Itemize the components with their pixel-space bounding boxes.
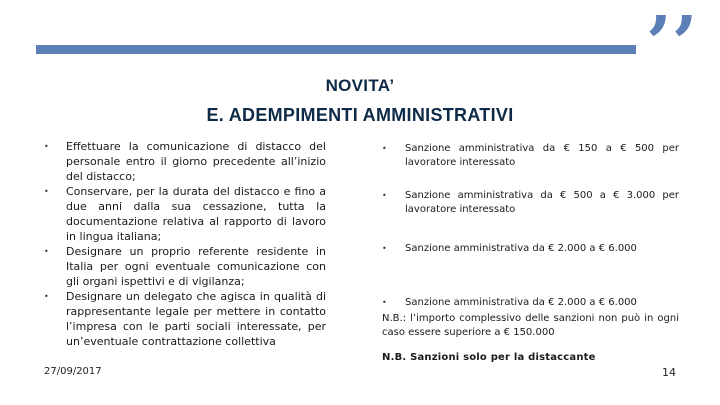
list-item-text: Effettuare la comunicazione di distacco del personale entro il giorno precedente all’inizio del distacco; [66, 140, 326, 183]
header-accent-bar [36, 45, 636, 54]
note-sanctions-scope: N.B. Sanzioni solo per la distaccante [382, 352, 596, 363]
list-item-text: Designare un proprio referente residente in Italia per ogni eventuale comunicazione con gli organi ispettivi e di vigilanza; [66, 245, 326, 288]
list-item-text: Sanzione amministrativa da € 2.000 a € 6.000 [405, 297, 637, 308]
obligations-list [44, 139, 326, 349]
list-item-text: Conservare, per la durata del distacco e fino a due anni dalla sua cessazione, tutta la documentazione relativa al rapporto di lavoro in lingua italiana; [66, 185, 326, 243]
bullet-icon: • [44, 247, 49, 256]
slide-title: NOVITA’ [325, 76, 395, 95]
list-item-text: Sanzione amministrativa da € 2.000 a € 6.000 [405, 243, 637, 254]
list-item-text: Sanzione amministrativa da € 500 a € 3.000 per lavoratore interessato [405, 190, 679, 215]
bullet-icon: • [382, 191, 387, 200]
bullet-icon: • [44, 292, 49, 301]
list-item [44, 244, 326, 289]
list-item [44, 139, 326, 184]
quote-mark-decoration: ’’ [646, 1, 698, 87]
list-item-text: Designare un delegato che agisca in qualità di rappresentante legale per mettere in contatto l’impresa con le parti sociali interessate, per un’eventuale contrattazione collettiva [66, 290, 326, 348]
sanctions-list [382, 142, 679, 310]
slide-subtitle: E. ADEMPIMENTI AMMINISTRATIVI [206, 105, 514, 125]
footer-date: 27/09/2017 [44, 366, 102, 377]
list-item [382, 142, 679, 170]
page-number: 14 [662, 366, 676, 379]
list-item [44, 289, 326, 349]
list-item [382, 189, 679, 217]
note-max-amount: N.B.: l’importo complessivo delle sanzioni non può in ogni caso essere superiore a € 150.000 [382, 313, 679, 338]
list-item [382, 242, 679, 256]
list-item [44, 184, 326, 244]
bullet-icon: • [382, 144, 387, 153]
bullet-icon: • [44, 187, 49, 196]
bullet-icon: • [382, 244, 387, 253]
list-item [382, 296, 679, 310]
bullet-icon: • [382, 298, 387, 307]
list-item-text: Sanzione amministrativa da € 150 a € 500 per lavoratore interessato [405, 143, 679, 168]
bullet-icon: • [44, 142, 49, 151]
